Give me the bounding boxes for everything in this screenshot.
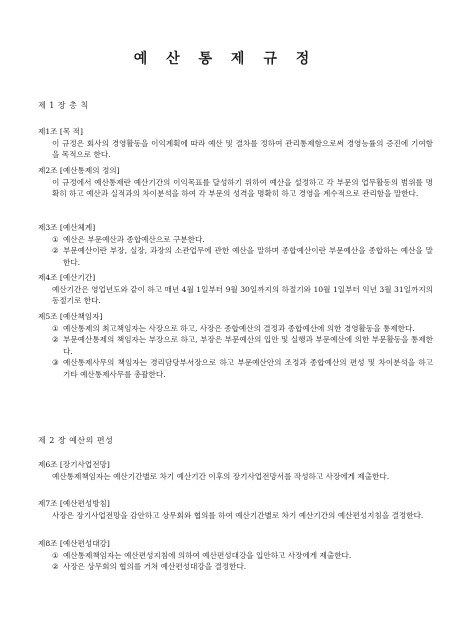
chapter-heading: 제 1 장 총 칙 — [38, 101, 89, 110]
chapter-heading: 제 2 장 예산의 편성 — [38, 436, 114, 445]
article-8 — [38, 538, 433, 573]
item-number: ① — [52, 550, 59, 560]
article-heading: 제8조 [예산편성대강] — [38, 539, 110, 548]
list-item — [38, 323, 433, 335]
article-body: 예산기간은 영업년도와 같이 하고 매년 4월 1일부터 9월 30일까지의 하절기와 10월 1일부터 익년 3월 31일까지의 동절기로 한다. — [52, 284, 433, 305]
item-number: ③ — [52, 358, 59, 367]
article-heading: 제2조 [예산통제의 정의] — [38, 166, 120, 175]
article-heading: 제7조 [예산편성방침] — [38, 499, 110, 508]
item-text: 부문예산이란 부장, 실장, 과장의 소관업무에 관한 예산을 말하며 종합예산이란 부문예산을 종합하는 예산을 말한다. — [63, 246, 433, 267]
article-2 — [38, 165, 433, 200]
item-number: ① — [52, 234, 59, 244]
list-item — [38, 245, 433, 268]
document-title: 예 산 통 제 규 정 — [133, 51, 317, 67]
item-text: 사장은 상무회의 협의를 거쳐 예산편성대강을 결정한다. — [63, 562, 247, 571]
item-text: 예산통제책임자는 예산편성지침에 의하여 예산편성대강을 입안하고 사장에게 제출한다. — [63, 550, 352, 560]
article-heading: 제6조 [장기사업전망] — [38, 460, 110, 469]
item-number: ② — [52, 562, 59, 571]
article-5 — [38, 311, 433, 380]
article-body: 사장은 장기사업전망을 감안하고 상무회와 협의를 하여 예산기간별로 차기 예산기간의 예산편성지침을 결정한다. — [52, 510, 424, 520]
article-heading: 제4조 [예산기간] — [38, 273, 96, 282]
item-text: 부문예산통제의 책임자는 부장으로 하고, 부장은 부문예산의 입안 및 실행과 부문예산에 의한 부문활동을 통제한다. — [63, 335, 433, 356]
article-6 — [38, 459, 433, 482]
article-1 — [38, 126, 433, 161]
item-text: 예산통제의 최고책임자는 사장으로 하고, 사장은 종합예산의 결정과 종합예산에 의한 경영활동을 통제한다. — [63, 323, 415, 333]
article-7 — [38, 498, 433, 521]
list-item — [38, 334, 433, 357]
item-text: 예산통제사무의 책임자는 경리담당부서장으로 하고 부문예산안의 조정과 종합예산의 편성 및 차이분석을 하고 기타 예산통제사무를 총괄한다. — [63, 358, 433, 379]
item-number: ① — [52, 323, 59, 333]
article-heading: 제5조 [예산책임자] — [38, 312, 103, 321]
article-body: 이 규정은 회사의 경영활동을 이익계획에 따라 예산 및 결차를 정하여 관리통제함으로써 경영능률의 증진에 기여함을 목적으로 한다. — [52, 138, 433, 159]
article-body: 예산통제책임자는 예산기간별로 차기 예산기간 이후의 장기사업전망서를 작성하고 사장에게 제출한다. — [52, 471, 390, 481]
list-item — [38, 357, 433, 380]
article-4 — [38, 272, 433, 307]
item-number: ② — [52, 246, 59, 255]
list-item — [38, 561, 433, 573]
item-number: ② — [52, 335, 59, 344]
article-3 — [38, 222, 433, 268]
list-item — [38, 234, 433, 246]
list-item — [38, 550, 433, 562]
article-heading: 제3조 [예산체계] — [38, 223, 96, 232]
article-heading: 제1조 [목 적] — [38, 127, 83, 136]
item-text: 예산은 부문예산과 종합예산으로 구분한다. — [63, 234, 205, 244]
article-body: 이 규정에서 예산통제란 예산기간의 이익목표를 달성하기 위하여 예산을 설정하고 각 부문의 업무활동의 범위를 명확히 하고 예산과 실적과의 차이분석을 하여 각 부문의 성격을 명확히 하고 경영을 계수적으로 관리함을 말한다. — [52, 177, 433, 198]
